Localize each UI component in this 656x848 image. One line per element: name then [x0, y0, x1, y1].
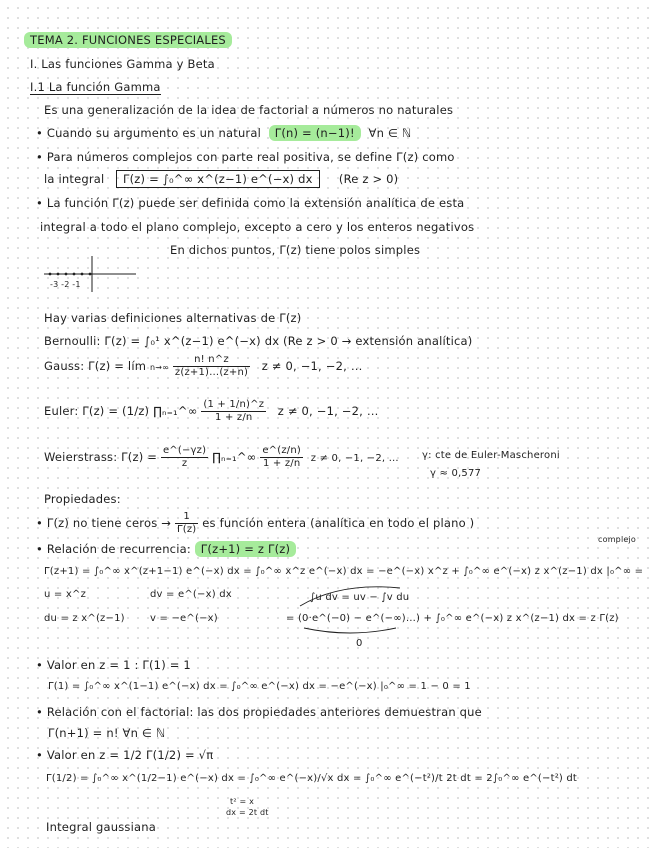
gamma-one-derivation: Γ(1) = ∫₀^∞ x^(1−1) e^(−x) dx = ∫₀^∞ e^(−x) dx = −e^(−x) |₀^∞ = 1 − 0 = 1	[48, 681, 471, 692]
property-gamma-one: • Valor en z = 1 : Γ(1) = 1	[36, 658, 191, 672]
weierstrass-fraction-2	[260, 445, 303, 470]
reciprocal-numerator: 1	[175, 511, 198, 524]
weierstrass-fraction-1	[161, 445, 208, 470]
parts-du: du = z x^(z−1)	[44, 613, 125, 624]
axis-labels: -3 -2 -1	[50, 280, 81, 289]
gauss-label: Gauss: Γ(z) = lím	[44, 359, 147, 373]
recurrence-formula: Γ(z+1) = z Γ(z)	[195, 541, 296, 557]
parts-formula: ∫u dv = uv − ∫v du	[310, 592, 410, 603]
weierstrass-denominator-2: 1 + z/n	[262, 458, 301, 469]
alt-defs-heading: Hay varias definiciones alternativas de Γ(z)	[44, 311, 302, 325]
bernoulli-def: Bernoulli: Γ(z) = ∫₀¹ x^(z−1) e^(−x) dx (Re z > 0 → extensión analítica)	[44, 334, 473, 348]
substitution-1: t² = x	[230, 797, 255, 806]
recurrence-derivation: Γ(z+1) = ∫₀^∞ x^(z+1−1) e^(−x) dx = ∫₀^∞ x^z e^(−x) dx = −e^(−x) x^z + ∫₀^∞ e^(−x) z x^(z−1) dx |₀^∞ =	[44, 566, 644, 577]
weierstrass-condition: z ≠ 0, −1, −2, …	[310, 453, 399, 464]
reciprocal-denominator: Γ(z)	[176, 524, 197, 535]
parts-dv: dv = e^(−x) dx	[150, 589, 232, 600]
gamma-half-derivation: Γ(1/2) = ∫₀^∞ x^(1/2−1) e^(−x) dx = ∫₀^∞ e^(−x)/√x dx = ∫₀^∞ e^(−t²)/t 2t dt = 2∫₀^∞ e^(−t²) dt	[46, 773, 578, 784]
reciprocal-gamma-fraction	[175, 511, 198, 536]
page-title	[24, 33, 232, 47]
gauss-def	[44, 352, 363, 382]
property-no-zeros-tail: es función entera (analítica en todo el plano )	[202, 516, 475, 530]
gauss-condition: z ≠ 0, −1, −2, …	[261, 359, 363, 373]
euler-condition: z ≠ 0, −1, −2, …	[277, 404, 379, 418]
gauss-numerator: n! n^z	[173, 354, 250, 367]
section-heading: I. Las funciones Gamma y Beta	[30, 57, 215, 71]
derivation-brackets	[300, 578, 410, 644]
recurrence-result: = (0·e^(−0) − e^(−∞)…) + ∫₀^∞ e^(−x) z x^(z−1) dx = z Γ(z)	[286, 613, 619, 624]
bullet-factorial-text: • Cuando su argumento es un natural	[36, 126, 262, 140]
property-gamma-half: • Valor en z = 1/2 Γ(1/2) = √π	[36, 748, 214, 762]
title-highlight: TEMA 2. FUNCIONES ESPECIALES	[24, 32, 232, 48]
euler-mascheroni-value: γ ≈ 0,577	[430, 468, 482, 479]
gauss-denominator: z(z+1)…(z+n)	[174, 367, 249, 378]
gamma-integral-box: Γ(z) = ∫₀^∞ x^(z−1) e^(−x) dx	[116, 170, 320, 188]
extension-line-3: En dichos puntos, Γ(z) tiene polos simples	[170, 243, 421, 257]
weierstrass-numerator-1: e^(−γz)	[162, 445, 207, 456]
factorial-condition: ∀n ∈ ℕ	[368, 126, 412, 140]
parts-u: u = x^z	[44, 589, 87, 600]
property-factorial: • Relación con el factorial: las dos propiedades anteriores demuestran que	[36, 705, 482, 719]
factorial-formula: Γ(n) = (n−1)!	[269, 125, 361, 141]
property-no-zeros	[36, 510, 474, 536]
weierstrass-product: ∏ₙ₌₁^∞	[212, 450, 257, 464]
parts-v: v = −e^(−x)	[150, 613, 218, 624]
bullet-factorial	[36, 126, 411, 140]
intro-line: Es una generalización de la idea de factorial a números no naturales	[44, 103, 454, 117]
euler-mascheroni-label: γ: cte de Euler-Mascheroni	[422, 450, 560, 461]
subsection-heading-text: I.1 La función Gamma	[30, 80, 161, 94]
bullet-extension: • La función Γ(z) puede ser definida como la extensión analítica de esta	[36, 196, 465, 210]
gaussian-integral-label: Integral gaussiana	[46, 820, 156, 834]
weierstrass-label: Weierstrass: Γ(z) =	[44, 450, 158, 464]
weierstrass-denominator-1: z	[181, 458, 188, 469]
weierstrass-def	[44, 442, 399, 474]
property-recurrence	[36, 542, 296, 556]
gauss-fraction	[173, 354, 250, 379]
substitution-2: dx = 2t dt	[226, 808, 269, 817]
euler-def	[44, 396, 379, 426]
extension-line-2: integral a todo el plano complejo, excepto a cero y los enteros negativos	[40, 220, 475, 234]
subsection-heading	[30, 80, 161, 94]
factorial-relation: Γ(n+1) = n! ∀n ∈ ℕ	[48, 726, 166, 740]
definition-condition: (Re z > 0)	[338, 172, 399, 186]
property-no-zeros-note: complejo	[598, 535, 637, 544]
bracket-zero: 0	[356, 638, 363, 649]
euler-numerator: (1 + 1/n)^z	[203, 399, 265, 410]
euler-denominator: 1 + z/n	[215, 412, 253, 423]
euler-label: Euler: Γ(z) = (1/z) ∏ₙ₌₁^∞	[44, 404, 198, 418]
gauss-limit: n→∞	[149, 363, 170, 372]
property-no-zeros-text: • Γ(z) no tiene ceros →	[36, 516, 172, 530]
bullet-definition: • Para números complejos con parte real positiva, se define Γ(z) como	[36, 150, 455, 164]
definition-line	[44, 172, 398, 186]
weierstrass-numerator-2: e^(z/n)	[262, 445, 302, 456]
properties-heading: Propiedades:	[44, 492, 121, 506]
definition-prefix: la integral	[44, 172, 105, 186]
euler-fraction	[201, 399, 266, 424]
recurrence-label: • Relación de recurrencia:	[36, 542, 191, 556]
